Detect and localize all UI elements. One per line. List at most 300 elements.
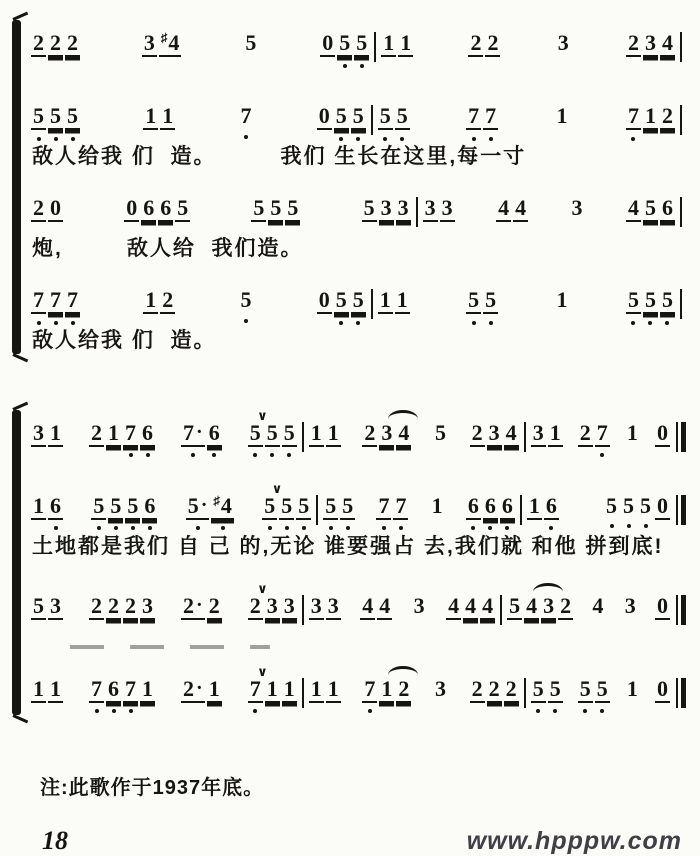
note-digit: 1 <box>327 419 339 445</box>
octave-dot-slot <box>268 525 272 532</box>
note-glyph <box>123 592 138 620</box>
note <box>181 419 205 459</box>
note <box>578 675 593 715</box>
note-glyph <box>466 105 481 130</box>
note-digit: 6 <box>144 492 156 518</box>
note-digit: 1 <box>33 675 44 701</box>
note <box>65 289 80 326</box>
note-glyph <box>159 32 182 57</box>
note <box>595 675 610 715</box>
octave-dot-slot <box>339 135 343 142</box>
note <box>376 492 391 532</box>
beam-group <box>142 289 176 326</box>
note-digit: 7 <box>468 103 480 128</box>
note-glyph <box>123 675 138 703</box>
note-glyph <box>480 592 495 620</box>
note-glyph <box>65 289 80 314</box>
note <box>466 105 481 142</box>
beam-group <box>377 289 411 326</box>
low-octave-dot <box>221 526 225 530</box>
note-glyph <box>31 419 46 447</box>
note <box>354 32 369 69</box>
barline <box>371 289 373 319</box>
note-digit: 3 <box>142 592 154 618</box>
note-digit: 5 <box>283 419 295 445</box>
note-digit: 5 <box>640 492 651 518</box>
note-glyph <box>48 289 63 314</box>
octave-dot-slot <box>253 452 257 459</box>
note-glyph <box>555 289 570 312</box>
note-digit: 6 <box>160 195 172 221</box>
note <box>362 419 377 459</box>
beam-group <box>554 105 571 140</box>
barline <box>416 197 418 227</box>
beam-group <box>469 675 520 715</box>
final-barline <box>676 422 686 452</box>
beam-group <box>555 32 572 67</box>
note <box>660 32 675 69</box>
octave-dot-slot <box>54 135 58 142</box>
note-digit: 1 <box>556 287 568 313</box>
note <box>643 32 658 69</box>
note-digit: 5 <box>50 103 61 128</box>
low-octave-dot <box>383 137 387 141</box>
note-glyph <box>243 32 258 55</box>
note <box>655 419 670 459</box>
note-glyph <box>89 592 104 620</box>
note-glyph <box>660 105 675 130</box>
lyric-segment: 我们 生长在这里,每一寸 <box>280 145 527 168</box>
beam-group <box>377 105 411 142</box>
note-glyph <box>326 419 341 447</box>
octave-dot-slot <box>356 135 360 142</box>
note-digit: 1 <box>549 419 561 445</box>
augmentation-dot: · <box>200 493 208 516</box>
beam-group <box>261 481 312 532</box>
beam-group <box>88 419 156 459</box>
note-digit: 5 <box>335 103 347 128</box>
octave-dot-slot <box>471 525 475 532</box>
note-glyph <box>106 592 121 620</box>
note-digit: 2 <box>364 419 376 445</box>
low-octave-dot <box>71 137 75 141</box>
low-octave-dot <box>302 526 306 530</box>
note <box>186 492 210 532</box>
note-digit: 3 <box>435 675 447 701</box>
beam-group <box>625 32 676 69</box>
note-digit: 4 <box>482 592 494 618</box>
note-digit: 7 <box>627 103 639 128</box>
note <box>483 105 498 142</box>
note <box>140 675 155 715</box>
beam-group <box>577 675 611 715</box>
beam-group <box>526 492 560 532</box>
note-glyph <box>558 592 573 620</box>
note-glyph <box>123 419 138 447</box>
barline <box>680 289 682 319</box>
note-digit: 6 <box>501 492 513 518</box>
note <box>433 419 448 457</box>
note-digit: 1 <box>283 675 295 701</box>
low-octave-dot <box>244 319 248 323</box>
note-glyph <box>379 419 394 447</box>
note <box>378 105 393 142</box>
octave-dot-slot <box>37 319 41 326</box>
note <box>595 419 610 459</box>
note <box>181 592 205 632</box>
low-octave-dot <box>627 524 631 528</box>
note-glyph <box>643 105 658 130</box>
note-digit: 7 <box>240 103 252 128</box>
note <box>65 105 80 142</box>
octave-dot-slot <box>253 708 257 715</box>
note-digit: 3 <box>543 592 555 618</box>
low-octave-dot <box>368 709 372 713</box>
note <box>395 289 410 326</box>
note-glyph <box>470 419 485 447</box>
note-digit: 5 <box>352 287 364 313</box>
beam-group <box>569 197 586 232</box>
octave-dot-slot <box>54 319 58 326</box>
note-glyph <box>48 675 63 703</box>
note-digit: 5 <box>396 103 408 128</box>
note <box>91 492 106 532</box>
note-glyph <box>590 592 605 618</box>
note-digit: 4 <box>398 419 410 445</box>
note-digit: 2 <box>249 592 261 618</box>
octave-dot-slot <box>196 525 200 532</box>
note-glyph <box>485 32 500 57</box>
low-octave-dot <box>472 321 476 325</box>
note <box>140 419 155 459</box>
note-glyph <box>65 105 80 130</box>
octave-dot-slot <box>146 452 150 459</box>
note <box>207 675 222 715</box>
note-digit: 7 <box>91 675 103 701</box>
note <box>643 105 658 142</box>
beam-group <box>88 675 156 715</box>
beam-group <box>625 197 676 234</box>
note-digit: 2 <box>183 675 195 701</box>
measure <box>308 592 496 632</box>
note-glyph <box>31 105 46 130</box>
note-digit: 7 <box>125 419 137 445</box>
note <box>124 197 139 234</box>
octave-dot-slot <box>665 319 669 326</box>
note <box>31 675 46 715</box>
note-glyph <box>282 419 297 447</box>
note-glyph <box>524 592 539 620</box>
breath-mark-icon: ∨ <box>257 408 268 424</box>
low-octave-dot <box>97 526 101 530</box>
barline <box>316 495 318 525</box>
note-glyph <box>660 32 675 57</box>
note-digit: 4 <box>526 592 538 618</box>
note-digit: 2 <box>91 419 103 445</box>
beam-group <box>180 675 223 715</box>
note-digit: 5 <box>298 492 310 518</box>
note-glyph <box>660 197 675 222</box>
measure <box>530 675 671 715</box>
low-octave-dot <box>71 321 75 325</box>
note <box>423 197 438 234</box>
note-digit: 7 <box>395 492 407 518</box>
note-digit: 5 <box>661 287 673 313</box>
octave-dot-slot <box>270 452 274 459</box>
note-digit: 3 <box>380 195 392 221</box>
note <box>485 32 500 69</box>
beam-group <box>142 105 176 142</box>
note-digit: 6 <box>662 195 673 221</box>
note-glyph <box>337 32 352 57</box>
note <box>395 105 410 142</box>
note-digit: 3 <box>33 419 44 445</box>
note-glyph <box>379 675 394 703</box>
note <box>555 105 570 140</box>
barline <box>524 422 526 452</box>
breath-mark-icon: ∨ <box>271 481 283 497</box>
note-digit: 2 <box>108 592 120 618</box>
low-octave-dot <box>488 526 492 530</box>
lyric-line <box>30 144 686 169</box>
note <box>48 419 63 459</box>
octave-dot-slot <box>129 708 133 715</box>
octave-dot-slot <box>600 452 604 459</box>
beam-group <box>411 592 428 630</box>
staff-system <box>12 20 686 354</box>
note-glyph <box>48 197 63 222</box>
note-glyph <box>262 492 277 520</box>
note <box>265 419 280 459</box>
low-octave-dot <box>114 526 118 530</box>
note-digit: 6 <box>142 419 154 445</box>
note-digit: 3 <box>488 419 500 445</box>
beam-group <box>30 675 64 715</box>
music-line <box>30 277 686 326</box>
octave-dot-slot <box>549 525 553 532</box>
music-line <box>30 185 686 234</box>
note <box>487 675 502 715</box>
note-glyph <box>395 289 410 314</box>
note <box>541 592 556 632</box>
octave-dot-slot <box>489 319 493 326</box>
note <box>211 492 234 532</box>
note-glyph <box>487 419 502 447</box>
note <box>570 197 585 232</box>
beam-group <box>88 592 156 632</box>
note-glyph <box>320 32 335 57</box>
barline <box>371 105 373 135</box>
note <box>604 492 619 530</box>
note <box>446 592 461 632</box>
music-line <box>30 483 686 532</box>
note-glyph <box>626 32 641 57</box>
note <box>496 197 511 234</box>
note-digit: 5 <box>266 419 278 445</box>
note <box>487 419 502 459</box>
lyric-segment: 敌人给我 们 造。 <box>32 329 217 353</box>
low-octave-dot <box>471 526 475 530</box>
note <box>309 592 324 632</box>
note-digit: 2 <box>398 675 410 701</box>
note-digit: 4 <box>628 195 639 221</box>
note-digit: 3 <box>532 419 544 445</box>
beam-group <box>247 408 298 459</box>
measure <box>30 581 298 632</box>
octave-dot-slot <box>191 452 195 459</box>
system-bracket <box>12 20 21 354</box>
note-digit: 1 <box>644 103 656 128</box>
note <box>655 592 670 632</box>
beam-group <box>30 105 81 142</box>
beam-group <box>654 592 671 632</box>
note <box>433 675 448 713</box>
note <box>340 492 355 532</box>
note-glyph <box>362 675 377 703</box>
low-octave-dot <box>356 321 360 325</box>
beam-group <box>30 419 64 459</box>
note-glyph <box>238 105 253 128</box>
octave-dot-slot <box>610 523 614 530</box>
note-glyph <box>423 197 438 222</box>
note-digit: 7 <box>67 287 78 313</box>
note-digit: 5 <box>596 675 608 701</box>
note-glyph <box>621 492 636 518</box>
note-glyph <box>483 492 498 520</box>
note-digit: 6 <box>484 492 496 518</box>
note <box>89 592 104 632</box>
note-glyph <box>433 419 448 445</box>
note <box>334 105 349 142</box>
note <box>548 419 563 459</box>
beam-group <box>180 419 223 459</box>
note-digit: 2 <box>33 30 44 55</box>
note-digit: 3 <box>441 195 453 221</box>
note-glyph <box>31 675 46 703</box>
octave-dot-slot <box>148 525 152 532</box>
note <box>483 492 498 532</box>
octave-dot-slot <box>553 708 557 715</box>
note-glyph <box>643 289 658 314</box>
low-octave-dot <box>191 453 195 457</box>
octave-dot-slot <box>536 708 540 715</box>
note <box>378 289 393 326</box>
measure <box>30 664 298 715</box>
note <box>396 419 411 459</box>
note <box>48 675 63 715</box>
note <box>89 675 104 715</box>
note-glyph <box>595 675 610 703</box>
note <box>555 289 570 324</box>
note-glyph <box>285 197 300 222</box>
note-glyph <box>48 492 63 520</box>
low-octave-dot <box>400 137 404 141</box>
barline <box>302 422 304 452</box>
scan-artifact <box>70 645 270 649</box>
note-glyph <box>655 419 670 447</box>
note-glyph <box>317 289 332 314</box>
low-octave-dot <box>644 524 648 528</box>
note-glyph <box>446 592 461 620</box>
note <box>623 592 638 630</box>
octave-dot-slot <box>383 135 387 142</box>
note-digit: 1 <box>528 492 540 518</box>
note-glyph <box>238 289 253 312</box>
octave-dot-slot <box>212 452 216 459</box>
note-glyph <box>643 197 658 222</box>
measure <box>322 492 516 532</box>
note-glyph <box>89 675 104 703</box>
note <box>470 675 485 715</box>
note-digit: 0 <box>318 287 330 313</box>
measure <box>377 105 676 142</box>
note-glyph <box>555 105 570 128</box>
watermark-url: www.hpppw.com <box>466 826 682 855</box>
footnote: 注:此歌作于1937年底。 <box>40 776 265 799</box>
low-octave-dot <box>549 526 553 530</box>
low-octave-dot <box>382 526 386 530</box>
note-digit: 3 <box>424 195 436 221</box>
note <box>626 197 641 234</box>
note-glyph <box>106 419 121 447</box>
barline <box>680 105 682 135</box>
note-glyph <box>655 592 670 620</box>
note-glyph <box>527 492 542 520</box>
note-digit: 1 <box>310 675 322 701</box>
beam-group <box>359 592 393 632</box>
note-digit: 5 <box>187 492 199 518</box>
note-digit: 3 <box>624 592 636 618</box>
beam-group <box>30 197 64 234</box>
note-digit: 5 <box>339 30 351 55</box>
note <box>123 675 138 715</box>
note-digit: 2 <box>661 103 673 128</box>
note <box>626 32 641 69</box>
note <box>466 492 481 532</box>
note-digit: 4 <box>168 30 180 55</box>
beam-group <box>247 664 298 715</box>
note-glyph <box>309 675 324 703</box>
note <box>158 197 173 234</box>
beam-group <box>506 592 574 632</box>
low-octave-dot <box>112 709 116 713</box>
note-digit: 3 <box>143 30 155 55</box>
octave-dot-slot <box>583 708 587 715</box>
low-octave-dot <box>610 524 614 528</box>
final-barline <box>676 678 686 708</box>
note-digit: 3 <box>283 592 295 618</box>
octave-dot-slot <box>97 525 101 532</box>
beam-group <box>361 419 412 459</box>
beam-group <box>361 675 412 715</box>
note <box>48 197 63 234</box>
measure <box>526 492 671 532</box>
note-glyph <box>378 105 393 130</box>
note-digit: 7 <box>249 675 261 701</box>
low-octave-dot <box>95 709 99 713</box>
note <box>638 492 653 530</box>
note <box>362 675 377 715</box>
note-digit: 0 <box>656 675 668 701</box>
beam-group <box>625 105 676 142</box>
note-glyph <box>181 419 205 447</box>
note-glyph <box>89 419 104 447</box>
low-octave-dot <box>37 321 41 325</box>
note-glyph <box>470 675 485 703</box>
system-rows <box>30 20 686 354</box>
low-octave-dot <box>329 526 333 530</box>
beam-group <box>432 675 449 713</box>
